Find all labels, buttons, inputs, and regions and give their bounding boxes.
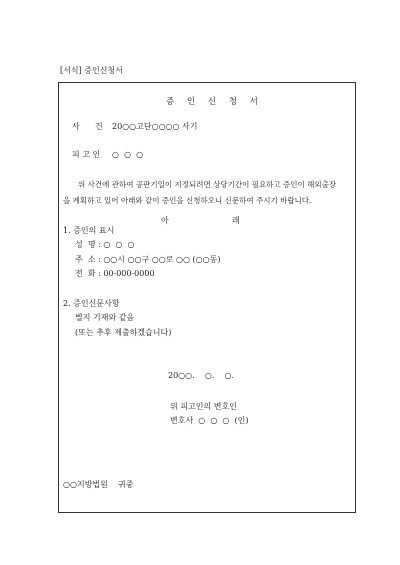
witness-phone: 전 화 : 00-000-0000 xyxy=(75,269,155,278)
signature-line-2: 변호사 ○ ○ ○ (인) xyxy=(170,416,249,425)
intro-line-2: 을 계획하고 있어 아래와 같이 증인을 신청하오니 신문하여 주시기 바랍니다. xyxy=(63,196,312,205)
defendant-value: ○ ○ ○ xyxy=(112,150,144,159)
section2-line-1: 별지 기재와 같음 xyxy=(75,313,135,322)
document-frame xyxy=(58,82,356,513)
case-value: 20○○고단○○○○ 사기 xyxy=(112,122,198,131)
case-label: 사 건 xyxy=(72,122,103,131)
below-heading-left: 아 xyxy=(161,216,169,225)
intro-line-1: 위 사건에 관하여 공판기일이 지정되려면 상당기간이 필요하고 증인이 해외출장 xyxy=(78,180,337,189)
form-label: [서식] 증인신청서 xyxy=(60,66,123,75)
document-title: 증 인 신 청 서 xyxy=(166,97,263,107)
court-addressee: ○○지방법원 귀중 xyxy=(63,480,134,489)
witness-address: 주 소 : ○○시 ○○구 ○○로 ○○ (○○동) xyxy=(75,255,221,264)
defendant-label: 피 고 인 xyxy=(72,150,101,159)
section2-heading: 2. 증인신문사항 xyxy=(63,299,120,308)
section2-line-2: (또는 추후 제출하겠습니다) xyxy=(75,328,172,337)
filing-date: 20○○. ○. ○. xyxy=(168,371,235,380)
witness-name: 성 명 : ○ ○ ○ xyxy=(75,240,135,249)
signature-line-1: 위 피고인의 변호인 xyxy=(170,402,237,411)
section1-heading: 1. 증인의 표시 xyxy=(63,226,115,235)
below-heading-right: 래 xyxy=(232,216,240,225)
